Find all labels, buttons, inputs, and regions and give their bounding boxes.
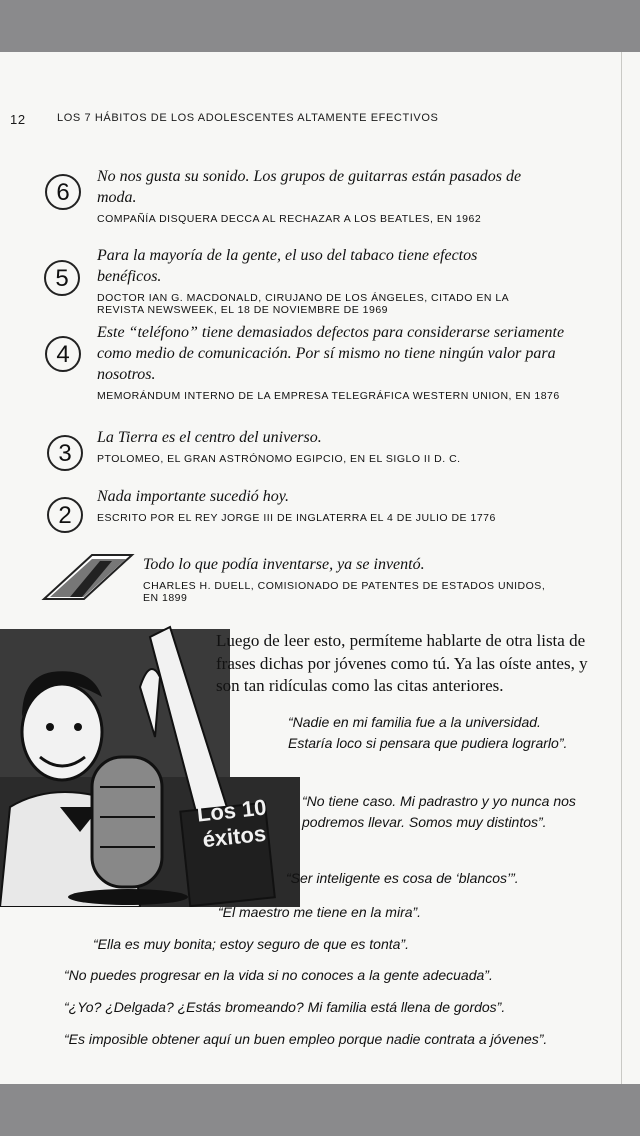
quote-5	[97, 245, 537, 316]
rank-5-badge: 5	[44, 260, 80, 296]
quote-6-source: COMPAÑÍA DISQUERA DECCA AL RECHAZAR A LOS BEATLES, EN 1962	[97, 213, 482, 225]
quote-6	[97, 166, 537, 225]
intro-paragraph: Luego de leer esto, permíteme hablarte de otra lista de frases dichas por jóvenes como tú. Ya las oíste antes, y son tan ridículas como las citas anteriores.	[216, 631, 588, 695]
quote-1-source: CHARLES H. DUELL, COMISIONADO DE PATENTES DE ESTADOS UNIDOS, EN 1899	[143, 580, 546, 604]
quote-3-source: PTOLOMEO, EL GRAN ASTRÓNOMO EGIPCIO, EN EL SIGLO II D. C.	[97, 453, 461, 465]
sign-line-2: éxitos	[201, 820, 268, 853]
top-gray-bar	[0, 0, 640, 52]
quote-3-text: La Tierra es el centro del universo.	[97, 429, 322, 446]
running-title: LOS 7 HÁBITOS DE LOS ADOLESCENTES ALTAMENTE EFECTIVOS	[57, 112, 439, 124]
los-10-exitos-sign	[188, 794, 279, 855]
quote-3	[97, 427, 557, 465]
quote-5-source: DOCTOR IAN G. MACDONALD, CIRUJANO DE LOS ÁNGELES, CITADO EN LA REVISTA NEWSWEEK, EL 18 DE NOVIEMBRE DE 1969	[97, 292, 509, 316]
page-number: 12	[10, 112, 26, 127]
quote-2-text: Nada importante sucedió hoy.	[97, 488, 289, 505]
sign-line-1: Los 10	[195, 794, 268, 827]
saying-1: “Nadie en mi familia fue a la universidad. Estaría loco si pensara que pudiera lograrlo”.	[288, 714, 568, 751]
quote-4-source: MEMORÁNDUM INTERNO DE LA EMPRESA TELEGRÁFICA WESTERN UNION, EN 1876	[97, 390, 560, 402]
quote-6-text: No nos gusta su sonido. Los grupos de guitarras están pasados de moda.	[97, 168, 522, 206]
rank-3-badge: 3	[47, 435, 83, 471]
rank-2-badge: 2	[47, 497, 83, 533]
quote-4	[97, 322, 567, 402]
rank-6-badge: 6	[45, 174, 81, 210]
quote-2	[97, 486, 557, 524]
quote-4-text: Este “teléfono” tiene demasiados defectos para considerarse seriamente como medio de comunicación. Por sí mismo no tiene ningún valor para nosotros.	[97, 324, 565, 383]
quote-1-text: Todo lo que podía inventarse, ya se inventó.	[143, 556, 425, 573]
saying-8: “Es imposible obtener aquí un buen empleo porque nadie contrata a jóvenes”.	[64, 1031, 548, 1047]
quote-5-text: Para la mayoría de la gente, el uso del tabaco tiene efectos benéficos.	[97, 247, 478, 285]
page-edge-line	[621, 52, 622, 1084]
rank-4-badge: 4	[45, 336, 81, 372]
saying-7: “¿Yo? ¿Delgada? ¿Estás bromeando? Mi familia está llena de gordos”.	[64, 999, 506, 1015]
book-page	[0, 52, 640, 1084]
bottom-gray-bar	[0, 1084, 640, 1136]
quote-1	[143, 554, 563, 604]
saying-6: “No puedes progresar en la vida si no conoces a la gente adecuada”.	[64, 967, 493, 983]
saying-5: “Ella es muy bonita; estoy seguro de que es tonta”.	[93, 936, 409, 952]
saying-3: “Ser inteligente es cosa de ‘blancos’”.	[286, 870, 519, 886]
quote-2-source: ESCRITO POR EL REY JORGE III DE INGLATERRA EL 4 DE JULIO DE 1776	[97, 512, 496, 524]
saying-2: “No tiene caso. Mi padrastro y yo nunca nos podremos llevar. Somos muy distintos”.	[302, 793, 576, 830]
saying-4: “El maestro me tiene en la mira”.	[218, 904, 422, 920]
